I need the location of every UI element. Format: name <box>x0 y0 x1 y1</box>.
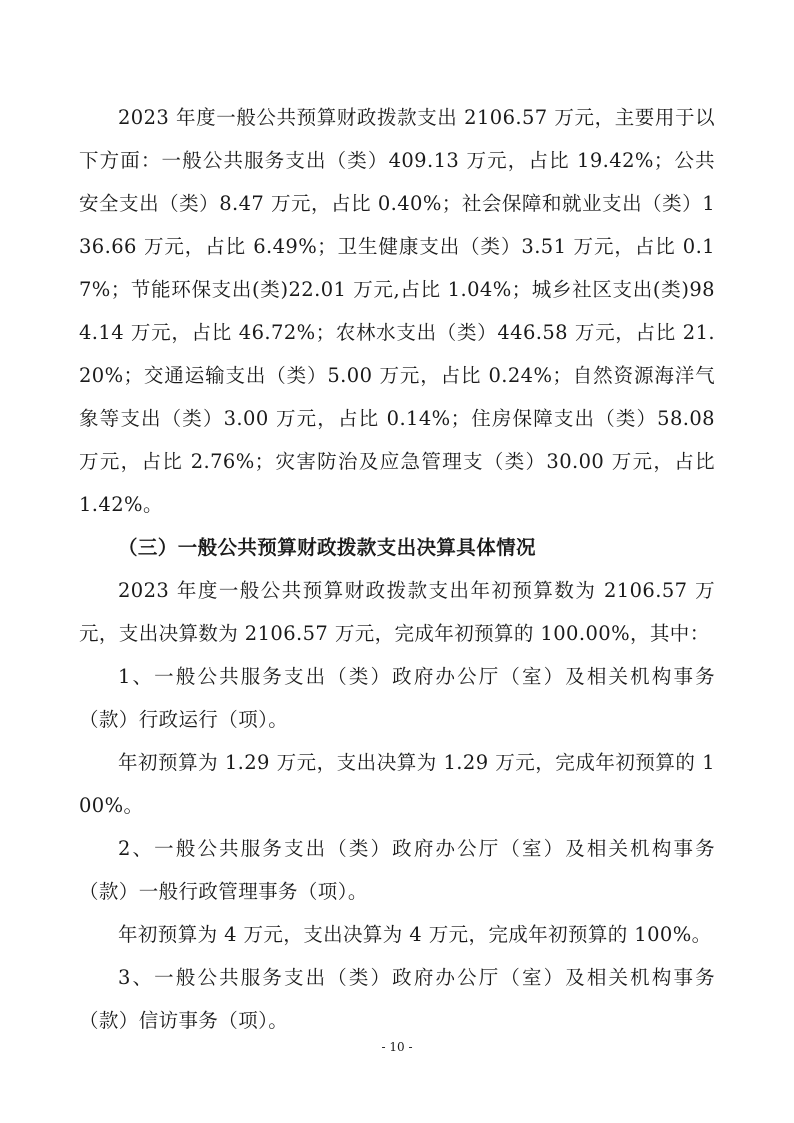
page-number: - 10 - <box>381 1040 413 1054</box>
paragraph-item-2: 2、一般公共服务支出（类）政府办公厅（室）及相关机构事务（款）一般行政管理事务（项）。 <box>79 837 715 903</box>
paragraph-item-2-detail: 年初预算为 4 万元，支出决算为 4 万元，完成年初预算的 100%。 <box>118 923 712 946</box>
paragraph-expenditure-summary: 2023 年度一般公共预算财政拨款支出 2106.57 万元，主要用于以下方面：一般公共服务支出（类）409.13 万元，占比 19.42%；公共安全支出（类）8.47 万元，占比 0.40%；社会保障和就业支出（类）136.66 万元，占比 6.49%；卫生健康支出（类）3.51 万元，占比 0.17%；节能环保支出(类)22.01 万元,占比 1.04%；城乡社区支出(类)984.14 万元，占比 46.72%；农林水支出（类）446.58 万元，占比 21.20%；交通运输支出（类）5.00 万元，占比 0.24%；自然资源海洋气象等支出（类）3.00 万元，占比 0.14%；住房保障支出（类）58.08 万元，占比 2.76%；灾害防治及应急管理支（类）30.00 万元，占比 1.42%。 <box>79 106 715 516</box>
paragraph-item-1-detail: 年初预算为 1.29 万元，支出决算为 1.29 万元，完成年初预算的 100%。 <box>79 751 715 817</box>
paragraph-item-1: 1、一般公共服务支出（类）政府办公厅（室）及相关机构事务（款）行政运行（项）。 <box>79 665 715 731</box>
document-body <box>79 96 715 1042</box>
paragraph-budget-overview: 2023 年度一般公共预算财政拨款支出年初预算数为 2106.57 万元，支出决算数为 2106.57 万元，完成年初预算的 100.00%，其中： <box>79 579 715 645</box>
section-heading: （三）一般公共预算财政拨款支出决算具体情况 <box>118 536 536 559</box>
paragraph-item-3: 3、一般公共服务支出（类）政府办公厅（室）及相关机构事务（款）信访事务（项）。 <box>79 966 715 1032</box>
